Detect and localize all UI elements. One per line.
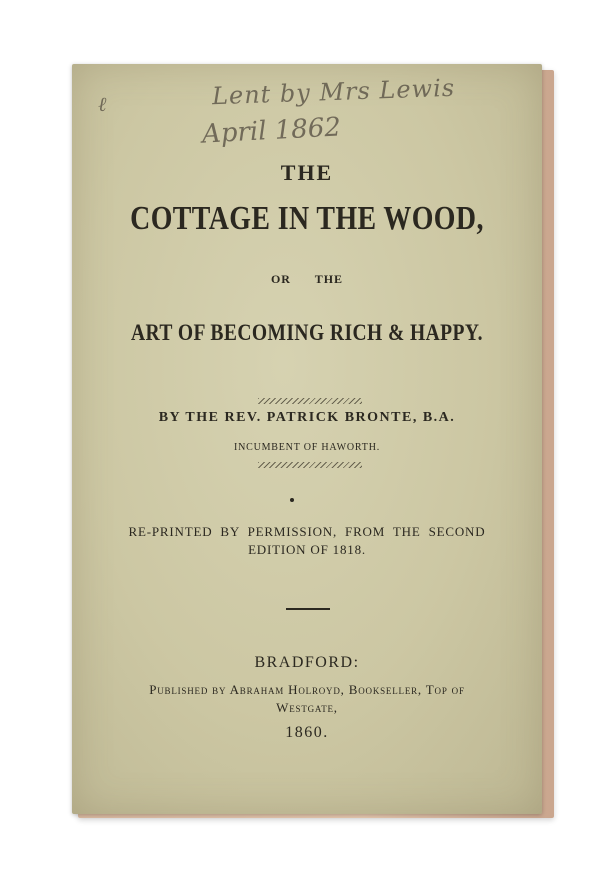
main-title: COTTAGE IN THE WOOD, [130,200,484,237]
handwritten-margin-mark: ℓ [98,92,107,116]
ornamental-rule-top [258,398,362,404]
author-line: BY THE REV. PATRICK BRONTE, B.A. [158,410,456,425]
handwritten-line-2: April 1862 [201,112,342,150]
subtitle: ART OF BECOMING RICH & HAPPY. [131,320,483,345]
publisher-line-1: Published by Abraham Holroyd, Bookseller, Top of [149,682,465,697]
reprint-note-line-1: RE-PRINTED BY PERMISSION, FROM THE SECOND [128,524,486,539]
imprint-year: 1860. [285,724,329,741]
publisher-line-2: Westgate, [276,700,338,715]
ornamental-rule-bottom [258,462,362,468]
author-position: INCUMBENT OF HAWORTH. [233,442,381,453]
ornament-dot [290,498,294,502]
pamphlet-cover [72,64,542,814]
title-article: THE [280,160,334,185]
handwritten-inscription [98,72,532,162]
title-conjunction: OR THE [270,272,344,286]
divider-rule [286,608,330,610]
imprint-place: BRADFORD: [254,654,360,671]
reprint-note-line-2: EDITION OF 1818. [248,542,366,557]
handwritten-line-1: Lent by Mrs Lewis [211,73,456,111]
